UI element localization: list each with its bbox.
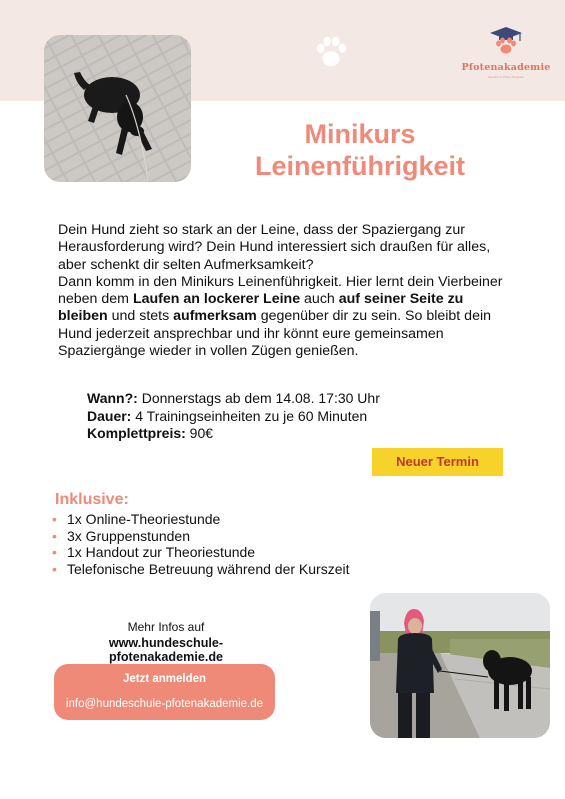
detail-label: Komplettpreis: [87,425,186,441]
title-line-2: Leinenführigkeit [254,151,465,181]
intro-highlight: Laufen an lockerer Leine [132,291,301,308]
bullet: • [52,560,57,577]
email-link[interactable]: info@hundeschule-pfotenakademie.de [65,698,264,710]
list-item-text: 1x Online-Theoriestunde [67,511,221,527]
dog-walk-photo [370,593,550,738]
inclusive-title: Inklusive: [55,491,129,508]
detail-label: Wann?: [87,390,138,406]
signup-button-label[interactable]: Jetzt anmelden [122,673,207,685]
dog-lying-photo [44,35,191,182]
website-link[interactable]: www.hundeschule-pfotenakademie.de [108,636,224,664]
title-line-1: Minikurs [304,119,416,149]
list-item [52,561,350,578]
bullet: • [52,544,57,560]
detail-value: 4 Trainingseinheiten zu je 60 Minuten [131,407,368,424]
brand-logo [452,26,560,86]
intro-highlight: aufmerksam [173,308,257,325]
bullet: • [52,527,57,544]
bullet: • [52,511,57,527]
intro-paragraph-2 [58,274,508,360]
intro-highlight: auf seiner Seite zu bleiben [58,291,464,325]
list-item [52,544,350,561]
list-item [52,528,350,545]
detail-when [87,390,380,408]
inclusive-list [52,511,350,577]
brand-tagline: Schulen in Pfoten Begleiter [487,75,525,79]
intro-text-part: Dann komm in den Minikurs Leinenführigkeit. Hier lernt dein Vierbeiner neben dem [58,273,503,308]
page-title [230,118,490,182]
detail-price [87,425,380,443]
course-details [87,390,380,443]
new-date-button[interactable]: Neuer Termin [372,448,503,476]
list-item [52,511,350,528]
intro-paragraph-1: Dein Hund zieht so stark an der Leine, dass der Spaziergang zur Herausforderung wird? Dein Hund interessiert sich draußen für alles, aber schenkt dir selten Aufmerksamkeit? [58,222,491,273]
list-item-text: 3x Gruppenstunden [67,527,190,544]
intro-text-part: auch [300,291,339,308]
intro-text-part: gegenüber dir zu sein. So bleibt dein Hund jederzeit ansprechbar und ihr könnt eure gemeinsamen Spaziergänge wieder in vollen Zügen genießen. [58,308,492,360]
signup-box[interactable] [54,664,275,720]
list-item-text: 1x Handout zur Theoriestunde [67,544,256,560]
paw-icon [312,33,350,71]
detail-label: Dauer: [87,407,132,424]
paw-graduation-cap-icon [489,26,523,56]
list-item-text: Telefonische Betreuung während der Kurszeit [67,560,350,577]
detail-value: 90€ [185,425,214,441]
detail-value: Donnerstags ab dem 14.08. 17:30 Uhr [137,390,380,406]
detail-duration [87,408,380,426]
brand-name: Pfotenakademie [461,62,551,73]
more-info-label: Mehr Infos auf [127,620,205,634]
intro-text [58,222,508,360]
intro-text-part: und stets [107,308,174,325]
